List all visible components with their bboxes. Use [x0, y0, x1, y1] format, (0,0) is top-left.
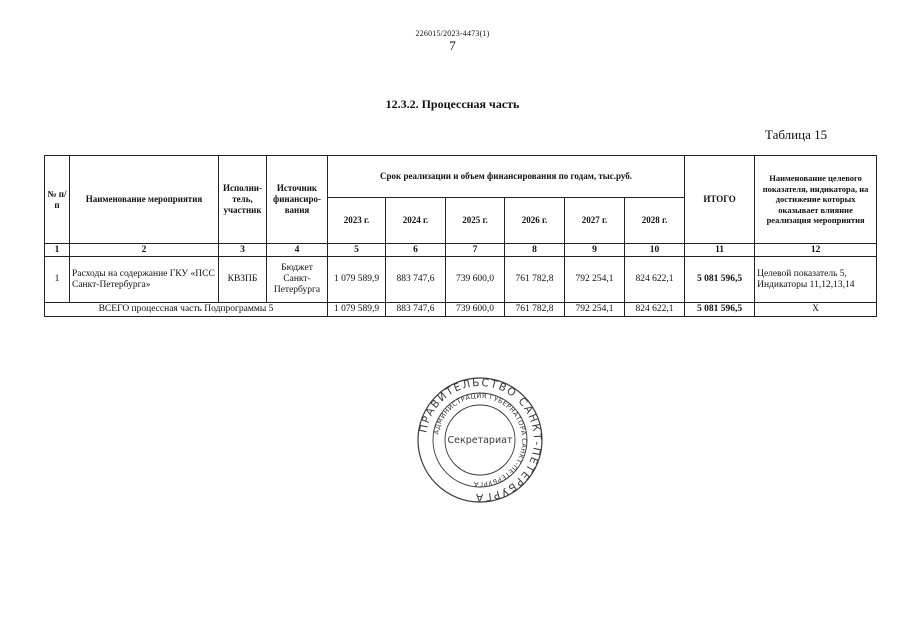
column-number: 11: [685, 244, 755, 257]
column-number: 2: [70, 244, 219, 257]
table-row: [45, 257, 877, 303]
financing-table: [44, 155, 877, 317]
header-year: 2027 г.: [565, 198, 625, 244]
section-title: 12.3.2. Процессная часть: [385, 97, 520, 111]
document-number: 226015/2023-4473(1): [415, 29, 490, 38]
header-total: ИТОГО: [685, 156, 755, 244]
total-indicator: Х: [755, 303, 877, 317]
header-name: Наименование мероприятия: [70, 156, 219, 244]
total-value-2028: 824 622,1: [625, 303, 685, 317]
table-label: Таблица 15: [765, 127, 828, 142]
total-sum: 5 081 596,5: [685, 303, 755, 317]
column-number: 7: [446, 244, 505, 257]
svg-text:ПРАВИТЕЛЬСТВО САНКТ-ПЕТЕРБУРГА: ПРАВИТЕЛЬСТВО САНКТ-ПЕТЕРБУРГА: [417, 377, 543, 503]
row-value-2023: 1 079 589,9: [328, 257, 386, 303]
column-number: 4: [267, 244, 328, 257]
row-value-2026: 761 782,8: [505, 257, 565, 303]
total-value-2027: 792 254,1: [565, 303, 625, 317]
svg-text:Секретариат: Секретариат: [447, 435, 513, 446]
total-value-2025: 739 600,0: [446, 303, 505, 317]
header-num: № п/п: [45, 156, 70, 244]
column-number: 5: [328, 244, 386, 257]
header-row-1: [45, 156, 877, 198]
svg-text:АДМИНИСТРАЦИЯ ГУБЕРНАТОРА САНК: АДМИНИСТРАЦИЯ ГУБЕРНАТОРА САНКТ-ПЕТЕРБУРГА: [432, 391, 529, 489]
row-value-2028: 824 622,1: [625, 257, 685, 303]
column-number: 10: [625, 244, 685, 257]
column-number: 3: [219, 244, 267, 257]
header-year: 2026 г.: [505, 198, 565, 244]
row-name: Расходы на содержание ГКУ «ПСС Санкт-Петербурга»: [70, 257, 219, 303]
row-value-2024: 883 747,6: [386, 257, 446, 303]
column-number: 6: [386, 244, 446, 257]
official-seal: [417, 377, 543, 503]
header-source: Источник финансиро-вания: [267, 156, 328, 244]
header-year: 2025 г.: [446, 198, 505, 244]
column-number: 12: [755, 244, 877, 257]
row-total: 5 081 596,5: [685, 257, 755, 303]
row-indicator: Целевой показатель 5, Индикаторы 11,12,13,14: [755, 257, 877, 303]
total-value-2024: 883 747,6: [386, 303, 446, 317]
header-period: Срок реализации и объем финансирования по годам, тыс.руб.: [328, 156, 685, 198]
total-value-2026: 761 782,8: [505, 303, 565, 317]
total-value-2023: 1 079 589,9: [328, 303, 386, 317]
row-value-2027: 792 254,1: [565, 257, 625, 303]
header-executor: Исполни-тель, участник: [219, 156, 267, 244]
total-row: [45, 303, 877, 317]
header-year: 2023 г.: [328, 198, 386, 244]
row-source: Бюджет Санкт-Петербурга: [267, 257, 328, 303]
row-executor: КВЗПБ: [219, 257, 267, 303]
header-indicator: Наименование целевого показателя, индикатора, на достижение которых оказывает влияние реализация мероприятия: [755, 156, 877, 244]
header-year: 2028 г.: [625, 198, 685, 244]
column-number-row: [45, 244, 877, 257]
total-label: ВСЕГО процессная часть Подпрограммы 5: [45, 303, 328, 317]
row-num: 1: [45, 257, 70, 303]
column-number: 9: [565, 244, 625, 257]
row-value-2025: 739 600,0: [446, 257, 505, 303]
header-year: 2024 г.: [386, 198, 446, 244]
column-number: 8: [505, 244, 565, 257]
column-number: 1: [45, 244, 70, 257]
page-number: 7: [449, 38, 456, 53]
